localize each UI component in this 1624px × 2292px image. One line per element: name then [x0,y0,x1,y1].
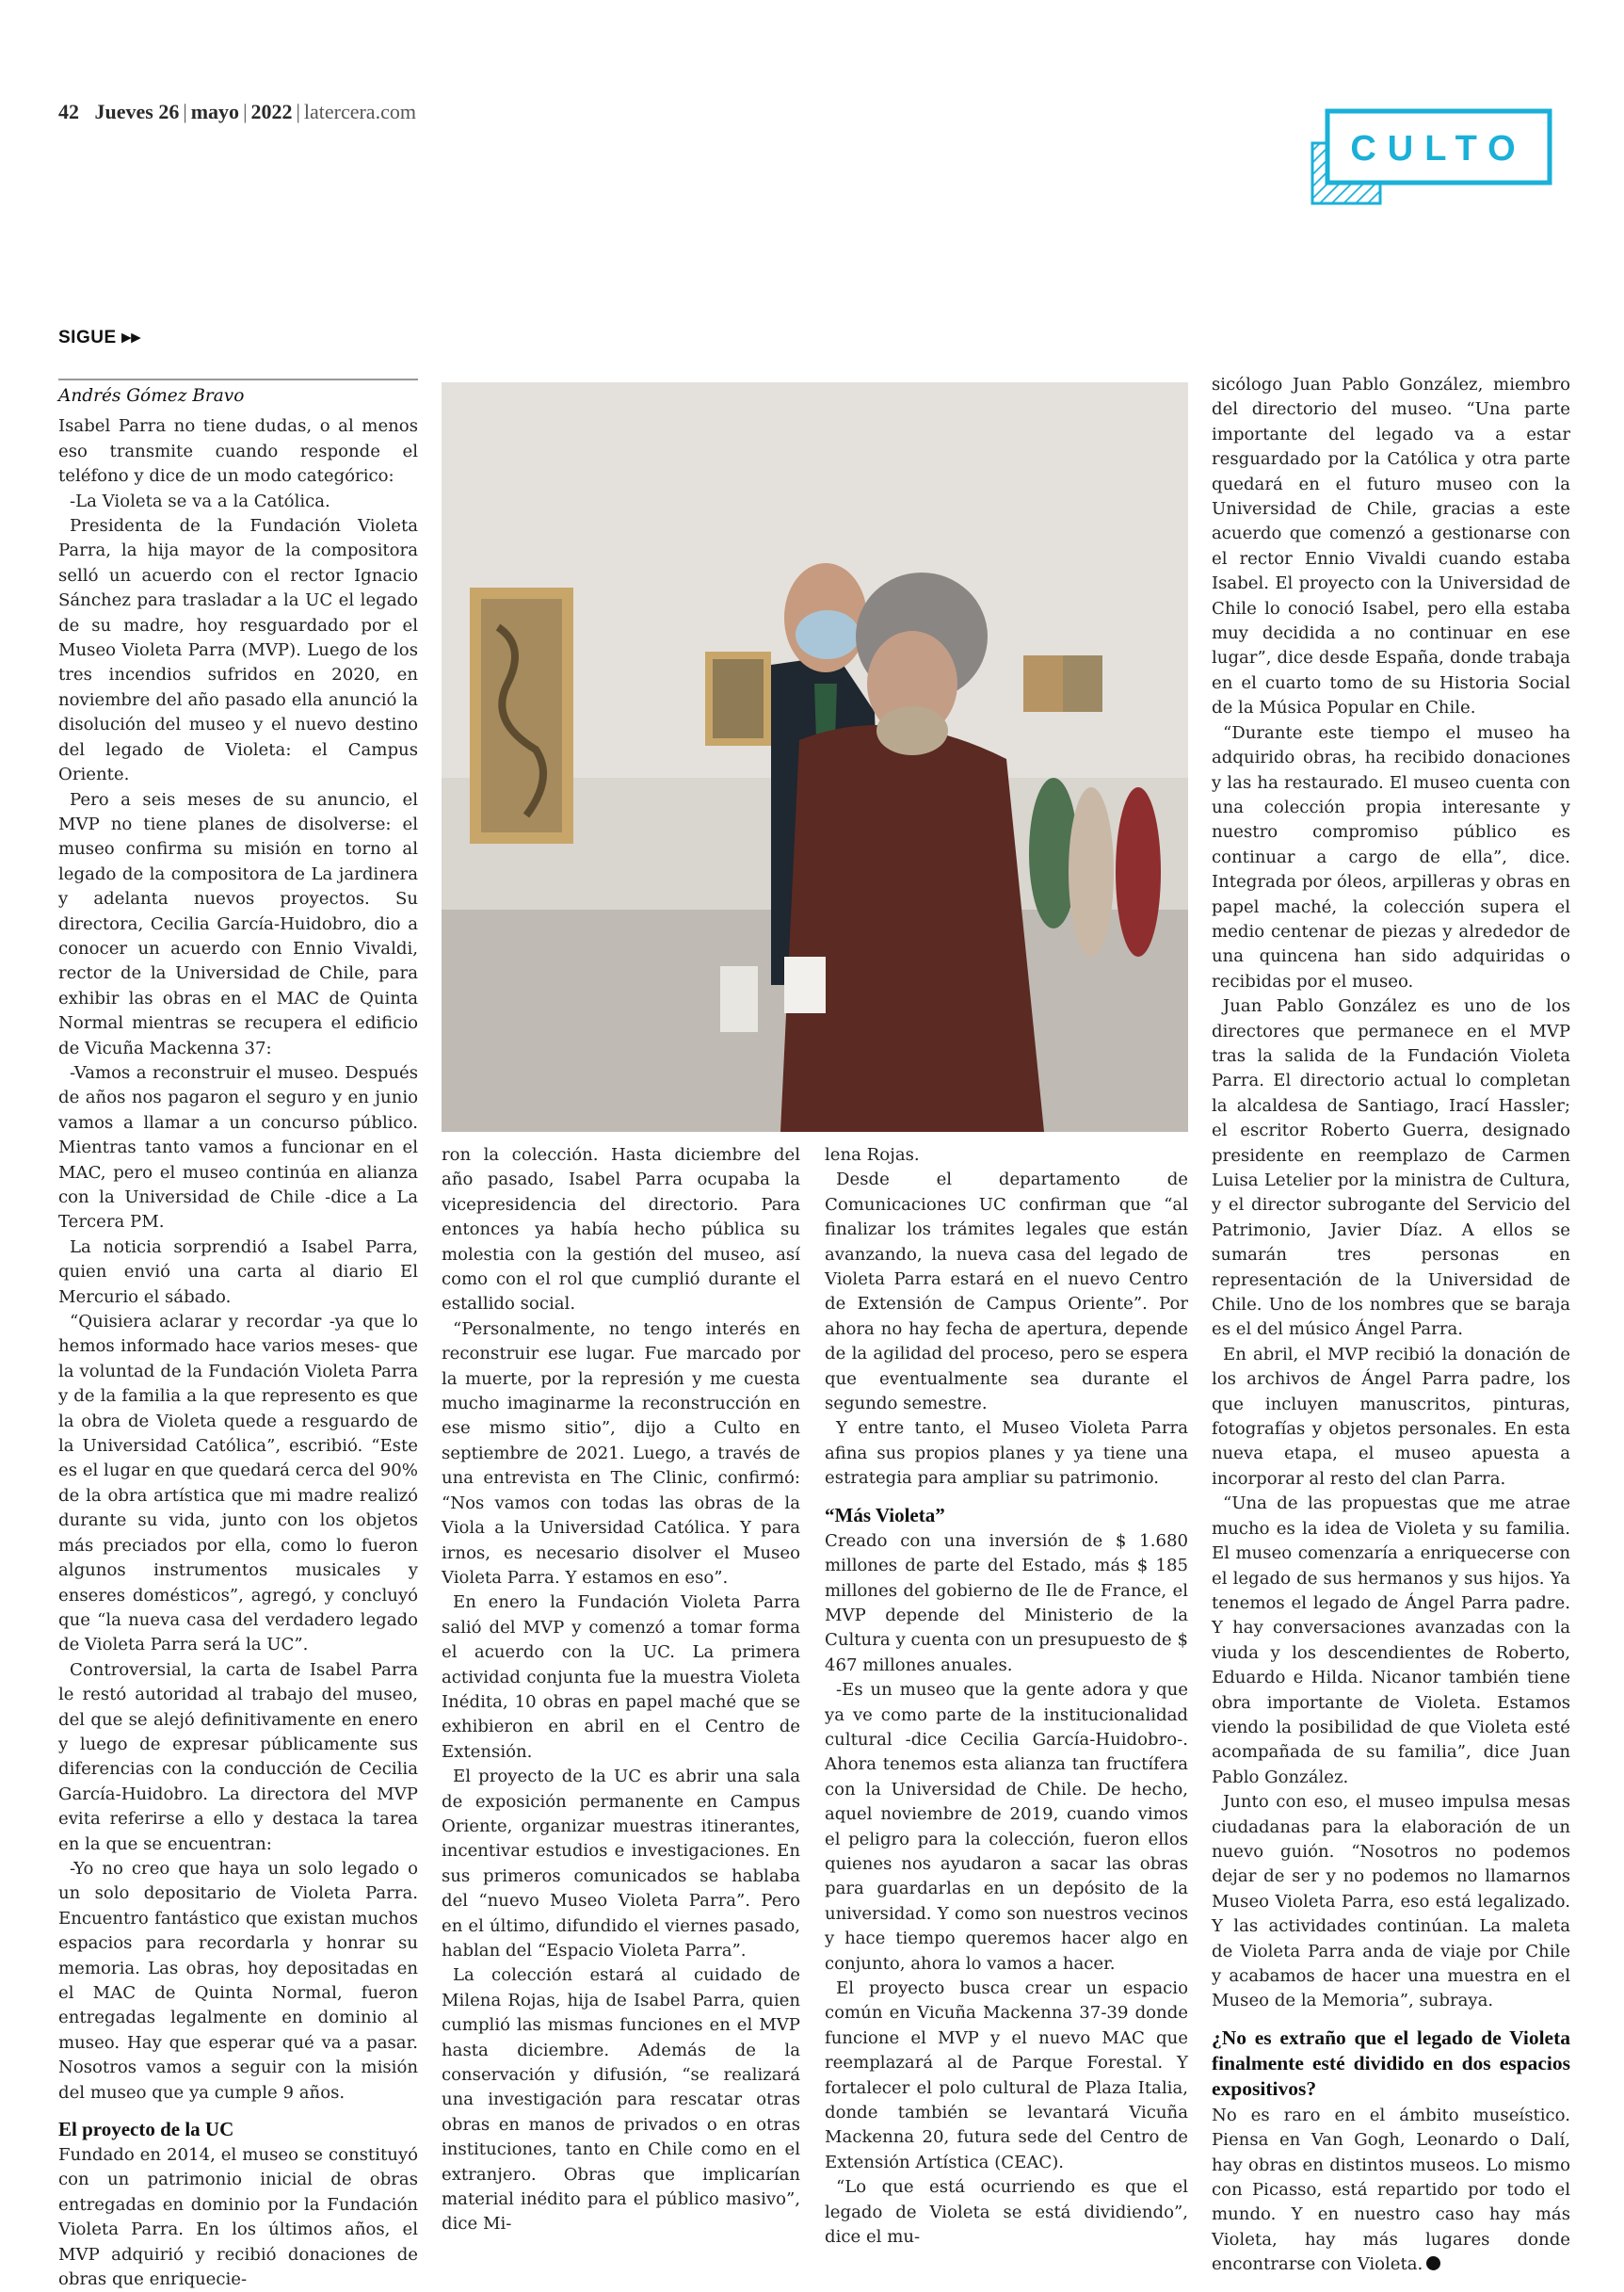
culto-logo [1309,105,1555,207]
article-paragraph: -Yo no creo que haya un solo legado o un solo depositario de Violeta Parra. Encuentro fantástico que existan muchos espacios para recordarla y honrar su memoria. Las obras, hoy depositadas en el MAC de Quinta Normal, fueron entregadas legalmente en dominio al museo. Hay que esperar qué va a pasar. Nosotros vamos a seguir con la misión del museo que ya cumple 9 años. [58,1858,418,2103]
date-weekday: Jueves 26 [94,100,180,123]
article-paragraph: “Personalmente, no tengo interés en reconstruir ese lugar. Fue marcado por la muerte, por la represión y me cuesta mucho imaginarme la reconstrucción en ese mismo sitio”, dijo a Culto en septiembre de 2021. Luego, a través de una entrevista en The Clinic, confirmó: “Nos vamos con todas las obras de la Viola a la Universidad Católica. Y para irnos, es necesario disolver el Museo Violeta Parra. Y estamos en eso”. [442,1318,800,1588]
article-paragraph: No es raro en el ámbito museístico. Piensa en Van Gogh, Leonardo o Dalí, hay obras en distintos museos. Lo mismo con Picasso, está repartido por todo el mundo. Y en nuestro caso hay más Violeta, hay más lugares donde encontrarse con Violeta. [1212,2105,1570,2275]
end-of-article-icon [1426,2256,1440,2270]
column-3-body [825,1143,1188,1492]
article-paragraph: ron la colección. Hasta diciembre del año pasado, Isabel Parra ocupaba la vicepresidencia del directorio. Para entonces ya había hecho pública su molestia con la gestión del museo, así como con el rol que cumplió durante el estallido social. [442,1145,800,1315]
continued-marker: SIGUE ▸▸ [58,328,141,347]
article-paragraph: Fundado en 2014, el museo se constituyó con un patrimonio inicial de obras entregadas en dominio por la Fundación Violeta Parra. En los últimos años, el MVP adquirió y recibió donaciones de obras que enriquecie- [58,2145,418,2290]
article-paragraph: -Es un museo que la gente adora y que ya ve como parte de la institucionalidad cultural -dice Cecilia García-Huidobro-. Ahora tenemos esta alianza tan fructífera con la Universidad de Chile. De hecho, aquel noviembre de 2019, cuando vimos el peligro para la colección, fueron ellos quienes nos ayudaron a sacar las obras para guardarlas en un depósito de la universidad. Y como son nuestros vecinos y hace tiempo queremos hacer algo en conjunto, ahora lo vamos a hacer. [825,1680,1188,1974]
article-paragraph: La colección estará al cuidado de Milena Rojas, hija de Isabel Parra, quien cumplió las mismas funciones en el MVP hasta diciembre. Además de la conservación y difusión, “se realizará una investigación para rescatar otras obras en manos de privados o en otras instituciones, tanto en Chile como en el extranjero. Obras que implicarían material inédito para el público masivo”, dice Mi- [442,1965,800,2235]
section-label: CULTO [1350,129,1527,169]
article-column-1 [58,379,418,2292]
article-paragraph: -La Violeta se va a la Católica. [70,491,330,511]
article-paragraph: La noticia sorprendió a Isabel Parra, quien envió una carta al diario El Mercurio el sábado. [58,1236,418,1307]
article-paragraph: Isabel Parra no tiene dudas, o al menos eso transmite cuando responde el teléfono y dice de un modo categórico: [58,416,418,487]
article-paragraph: Junto con eso, el museo impulsa mesas ciudadanas para la elaboración de un nuevo guión. “Nosotros no podemos dejar de ser y no podemos no llamarnos Museo Violeta Parra, eso está legalizado. Y las actividades continúan. La maleta de Violeta Parra anda de viaje por Chile y acabamos de hacer una muestra en el Museo de la Memoria”, subraya. [1212,1792,1570,2011]
article-column-4 [1212,373,1570,2278]
byline: Andrés Gómez Bravo [58,379,418,409]
interview-question: ¿No es extraño que el legado de Violeta finalmente esté dividido en dos espacios expositivos? [1212,2026,1570,2100]
article-paragraph: “Quisiera aclarar y recordar -ya que lo hemos informado hace varios meses- que la voluntad de la Fundación Violeta Parra y de la familia a la que represento es que la obra de Violeta quede a resguardo de la Universidad Católica”, escribió. “Este es el lugar en que quedará cerca del 90% de la obra artística que mi madre realizó durante su vida, junto con los objetos más preciados por ella, como lo fueron algunos instrumentos musicales y enseres domésticos”, agregó, y concluyó que “la nueva casa del verdadero legado de Violeta Parra será la UC”. [58,1312,418,1655]
date-month: mayo [190,100,240,123]
article-column-3 [825,1143,1188,2250]
subheading-mas-violeta: “Más Violeta” [825,1503,945,1526]
column-3-continued [825,1529,1188,2251]
subheading-proyecto-uc: El proyecto de la UC [58,2118,234,2141]
article-paragraph: En abril, el MVP recibió la donación de los archivos de Ángel Parra padre, los que incluyen manuscritos, pinturas, fotografías y objetos personales. En esta nueva etapa, el museo apuesta a incorporar al resto del clan Parra. [1212,1344,1570,1489]
article-paragraph: lena Rojas. [825,1145,920,1165]
column-2-body [442,1143,800,2237]
column-1-body [58,414,418,2106]
article-paragraph: El proyecto busca crear un espacio común en Vicuña Mackenna 37-39 donde funcione el MVP y el nuevo MAC que reemplazará al de Parque Forestal. Y fortalecer el polo cultural de Plaza Italia, donde también se levantará Vicuña Mackenna 20, futura sede del Centro de Extensión Artística (CEAC). [825,1978,1188,2172]
article-paragraph: “Lo que está ocurriendo es que el legado de Violeta se está dividiendo”, dice el mu- [825,2177,1188,2248]
column-4-body [1212,373,1570,2014]
gallery-photo-icon [442,382,1188,1132]
article-paragraph: El proyecto de la UC es abrir una sala de exposición permanente en Campus Oriente, organizar muestras itinerantes, incentivar estudios e investigaciones. En sus primeros comunicados se hablaba del “nuevo Museo Violeta Parra”. Pero en el último, difundido el viernes pasado, hablan del “Espacio Violeta Parra”. [442,1767,800,1961]
date-year: 2022 [250,100,293,123]
article-paragraph: En enero la Fundación Violeta Parra salió del MVP y comenzó a tomar forma el acuerdo con la UC. La primera actividad conjunta fue la muestra Violeta Inédita, 10 obras en papel maché que se exhibieron en abril en el Centro de Extensión. [442,1592,800,1762]
column-4-continued [1212,2104,1570,2278]
article-paragraph: Juan Pablo González es uno de los directores que permanece en el MVP tras la salida de la Fundación Violeta Parra. El directorio actual lo completan la alcaldesa de Santiago, Irací Hassler; el escritor Roberto Guerra, designado presidente en reemplazo de Carmen Luisa Letelier por la ministra de Cultura, y el director subrogante del Servicio del Patrimonio, Javier Díaz. A ellos se sumarán tres personas en representación de la Universidad de Chile. Uno de los nombres que se baraja es el del músico Ángel Parra. [1212,996,1570,1340]
article-paragraph: Y entre tanto, el Museo Violeta Parra afina sus propios planes y ya tiene una estrategia para ampliar su patrimonio. [825,1418,1188,1489]
article-paragraph: -Vamos a reconstruir el museo. Después de años nos pagaron el seguro y en junio vamos a llamar a un concurso público. Mientras tanto vamos a funcionar en el MAC, pero el museo continúa en alianza con la Universidad de Chile -dice a La Tercera PM. [58,1062,418,1233]
article-paragraph: “Una de las propuestas que me atrae mucho es la idea de Violeta y su familia. El museo comenzaría a enriquecerse con el legado de sus hermanos y sus hijos. Ya tenemos el legado de Ángel Parra padre. Y hay conversaciones avanzadas con la viuda y los descendientes de Roberto, Eduardo e Hilda. Nicanor también tiene obra importante de Violeta. Estamos viendo la posibilidad de que Violeta esté acompañada de su familia”, dice Juan Pablo González. [1212,1493,1570,1787]
article-paragraph: Creado con una inversión de $ 1.680 millones de parte del Estado, más $ 185 millones del gobierno de Ile de France, el MVP depende del Ministerio de la Cultura y cuenta con un presupuesto de $ 467 millones anuales. [825,1530,1188,1675]
column-1-continued [58,2143,418,2292]
article-column-2 [442,1143,800,2237]
article-paragraph: Pero a seis meses de su anuncio, el MVP no tiene planes de disolverse: el museo confirma su misión en torno al legado de la compositora de La jardinera y adelanta nuevos proyectos. Su directora, Cecilia García-Huidobro, dio a conocer un acuerdo con Ennio Vivaldi, rector de la Universidad de Chile, para exhibir las obras en el MAC de Quinta Normal mientras se recupera el edificio de Vicuña Mackenna 37: [58,789,418,1058]
site-link[interactable]: latercera.com [303,100,416,123]
article-paragraph: sicólogo Juan Pablo González, miembro del directorio del museo. “Una parte importante del legado va a estar resguardado por la Católica y otra parte quedará en el futuro museo con la Universidad de Chile, gracias a este acuerdo que comenzó a gestionarse con el rector Ennio Vivaldi cuando estaba Isabel. El proyecto con la Universidad de Chile lo conoció Isabel, pero ella estaba muy decidida a no continuar en ese lugar”, dice desde España, donde trabaja en el cuarto tomo de su Historia Social de la Música Popular en Chile. [1212,375,1570,718]
article-paragraph: “Durante este tiempo el museo ha adquirido obras, ha recibido donaciones y las ha restaurado. El museo cuenta con una colección propia interesante y nuestro compromiso público es continuar a cargo de ella”, dice. Integrada por óleos, arpilleras y obras en papel maché, la colección supera el medio centenar de piezas y alrededor de una quincena han sido adquiridas o recibidas por el museo. [1212,722,1570,992]
page-number: 42 [58,100,79,123]
article-paragraph: Presidenta de la Fundación Violeta Parra, la hija mayor de la compositora selló un acuerdo con el rector Ignacio Sánchez para trasladar a la UC el legado de su madre, hoy resguardado por el Museo Violeta Parra (MVP). Luego de los tres incendios sufridos en 2020, en noviembre del año pasado ella anunció la disolución del museo y el nuevo destino del legado de Violeta: el Campus Oriente. [58,516,418,785]
article-paragraph: Controversial, la carta de Isabel Parra le restó autoridad al trabajo del museo, del que se alejó definitivamente en enero y luego de expresar públicamente sus diferencias con la conducción de Cecilia García-Huidobro. La directora del MVP evita referirse a ello y destaca la tarea en la que se encuentran: [58,1659,418,1854]
article-paragraph: Desde el departamento de Comunicaciones UC confirman que “al finalizar los trámites legales que están avanzando, la nueva casa del legado de Violeta Parra estará en el nuevo Centro de Extensión de Campus Oriente”. Por ahora no hay fecha de apertura, depende de la agilidad del proceso, pero se espera que eventualmente sea durante el segundo semestre. [825,1170,1188,1414]
page-header: 42 Jueves 26 | mayo | 2022 | latercera.com [58,100,416,123]
